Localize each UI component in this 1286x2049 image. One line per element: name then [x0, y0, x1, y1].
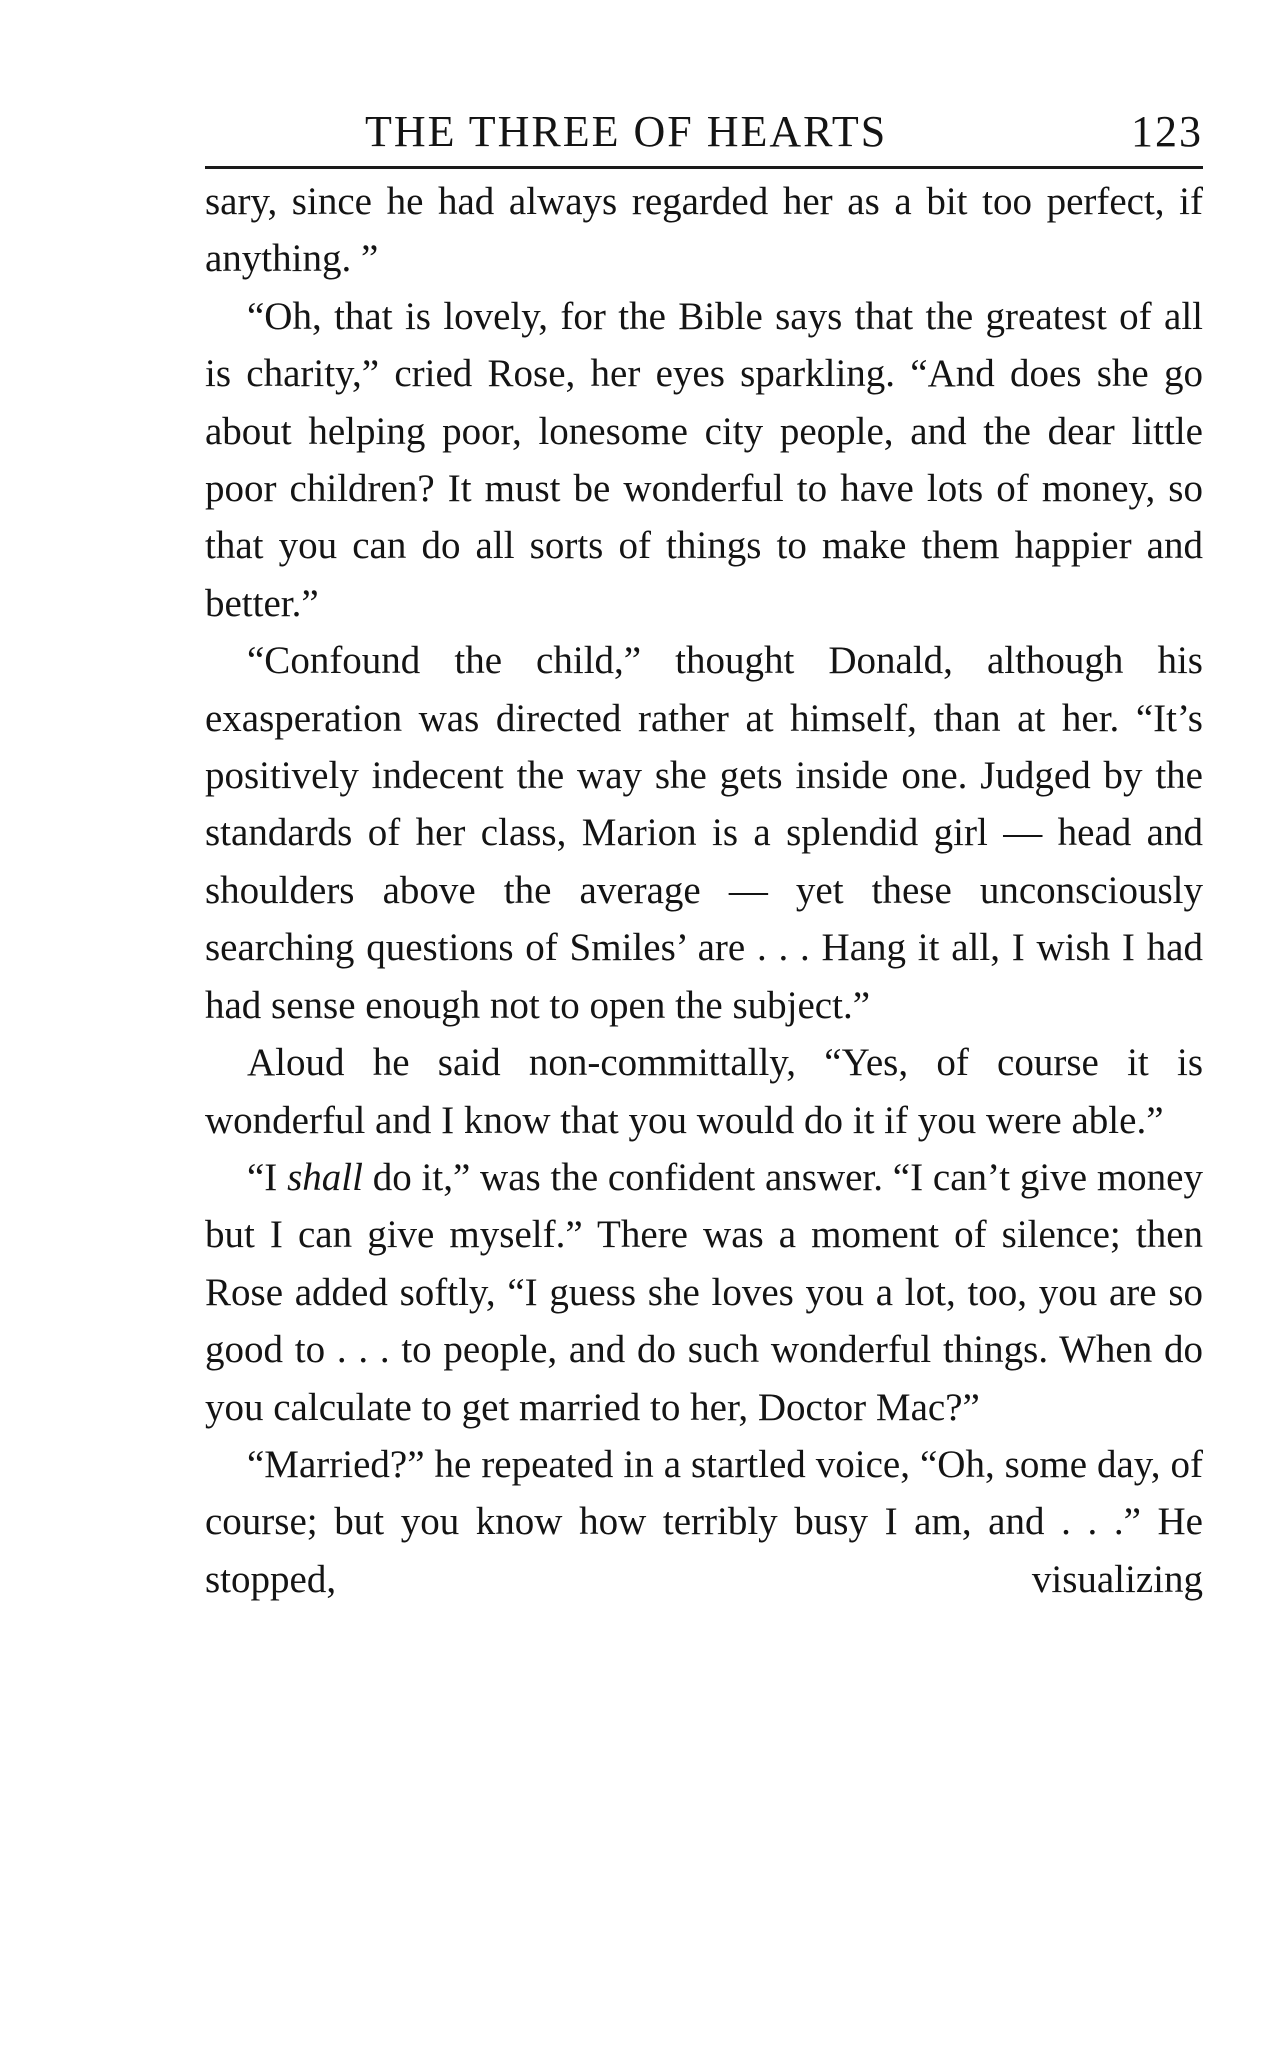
paragraph-5-rest: do it,” was the confident answer. “I can’t give money but I can give myself.” There was a moment of silence; then Rose added softly, “I guess she loves you a lot, too, you are so good to . . . to people, and do such wonderful things. When do you calculate to get married to her, Doctor Mac?”	[205, 1155, 1203, 1429]
book-page	[205, 100, 1203, 1608]
italic-emphasis: shall	[287, 1155, 363, 1199]
paragraph-5	[205, 1149, 1203, 1436]
header-rule	[205, 166, 1203, 169]
running-title: THE THREE OF HEARTS	[365, 107, 888, 156]
paragraph-3: “Confound the child,” thought Donald, although his exasperation was directed rather at himself, than at her. “It’s positively indecent the way she gets inside one. Judged by the standards of her class, Marion is a splendid girl — head and shoulders above the average — yet these unconsciously searching questions of Smiles’ are . . . Hang it all, I wish I had had sense enough not to open the subject.”	[205, 639, 1203, 1027]
running-head	[205, 100, 1203, 164]
paragraph-6: “Married?” he repeated in a startled voice, “Oh, some day, of course; but you know how terribly busy I am, and . . .” He stopped, visualizing	[205, 1442, 1203, 1601]
paragraph-2: “Oh, that is lovely, for the Bible says that the greatest of all is charity,” cried Rose, her eyes sparkling. “And does she go about helping poor, lonesome city people, and the dear little poor children? It must be wonderful to have lots of money, so that you can do all sorts of things to make them happier and better.”	[205, 294, 1203, 625]
page-number: 123	[1131, 107, 1203, 156]
body-text	[205, 173, 1203, 1608]
paragraph-4: Aloud he said non-committally, “Yes, of course it is wonderful and I know that you would do it if you were able.”	[205, 1041, 1203, 1142]
paragraph-1: sary, since he had always regarded her as a bit too perfect, if anything. ”	[205, 180, 1203, 281]
paragraph-5-start: “I	[247, 1155, 288, 1199]
